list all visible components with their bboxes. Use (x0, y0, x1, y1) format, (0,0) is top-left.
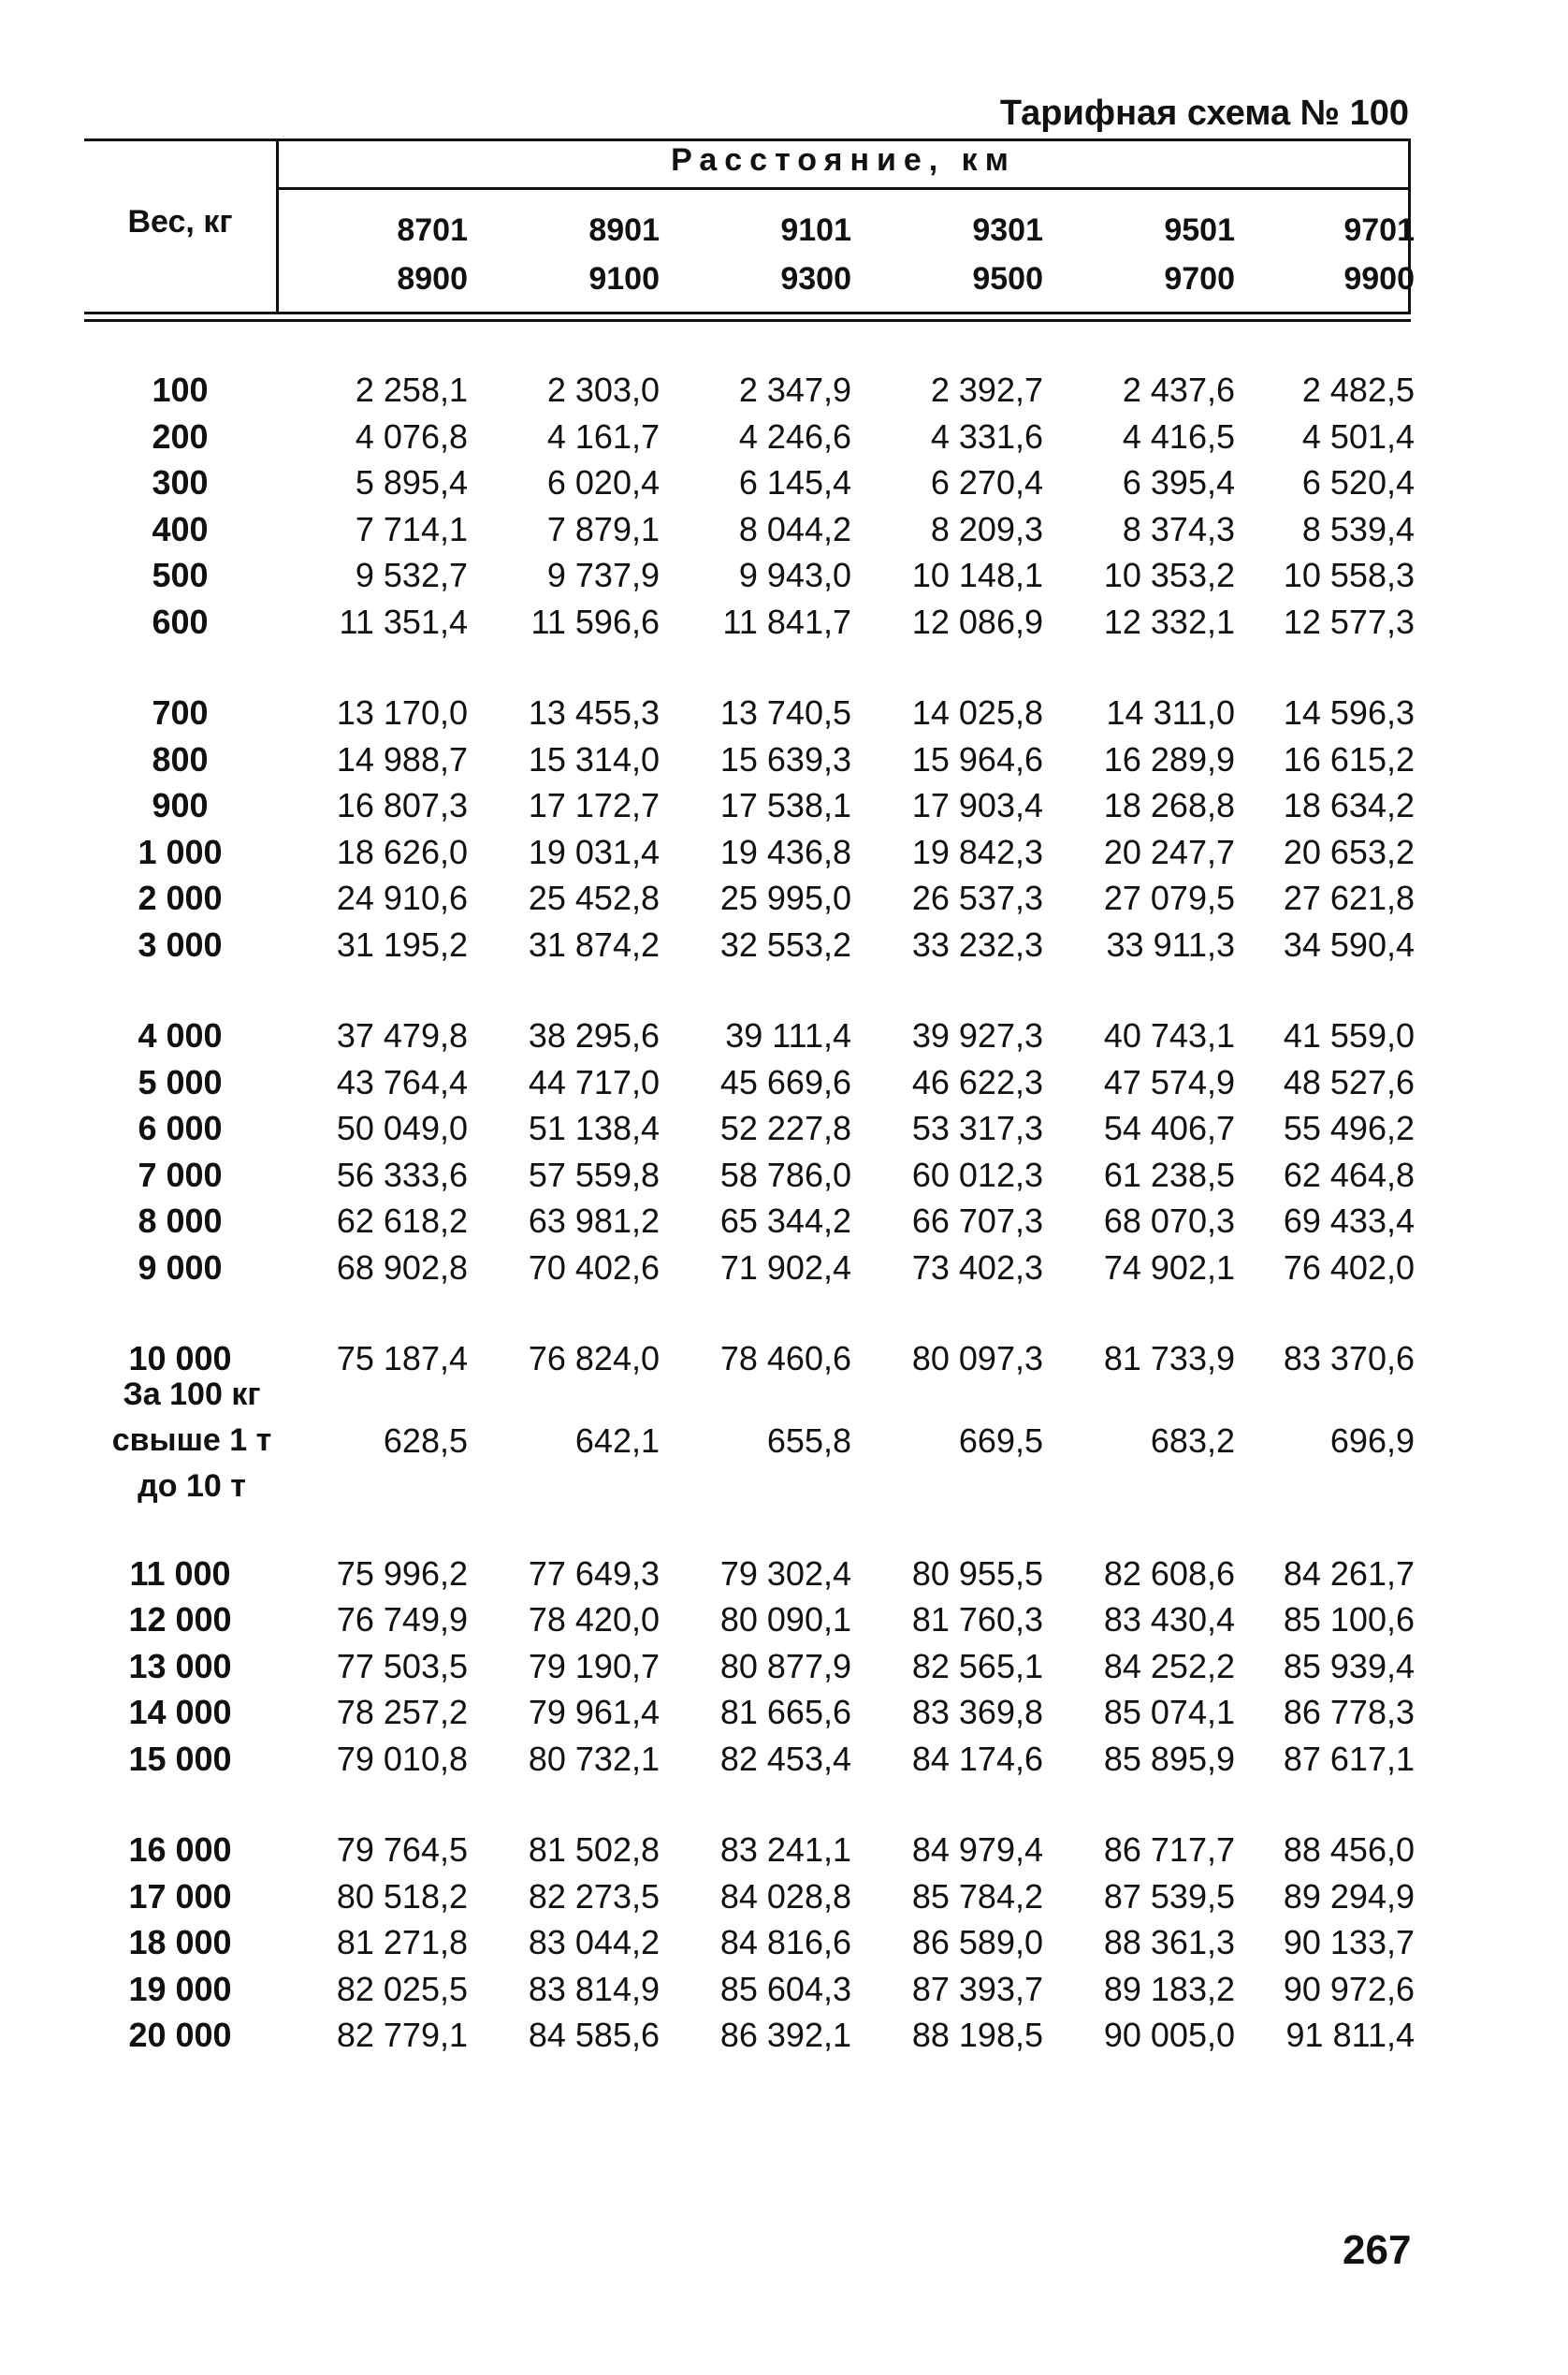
rate-cell: 79 961,4 (528, 1693, 660, 1731)
rate-cell: 82 608,6 (1103, 1553, 1235, 1593)
rate-cell: 19 031,4 (528, 832, 660, 871)
distance-header: Расстояние, км (671, 142, 1016, 178)
table-row (84, 1689, 1413, 1735)
weight-cell: 1 000 (138, 832, 223, 871)
rate-cell: 83 369,8 (911, 1693, 1043, 1731)
rate-cell: 90 005,0 (1103, 2016, 1235, 2054)
rate-cell: 89 294,9 (1283, 1876, 1415, 1916)
rate-cell: 65 344,2 (719, 1202, 851, 1240)
rate-cell: 6 020,4 (546, 463, 660, 502)
rate-cell: 20 653,2 (1283, 832, 1415, 871)
rate-cell: 82 273,5 (528, 1876, 660, 1916)
rate-cell: 6 145,4 (738, 463, 851, 502)
rate-cell: 15 964,6 (911, 739, 1043, 779)
rate-cell: 12 577,3 (1283, 602, 1415, 641)
weight-cell: 8 000 (138, 1202, 223, 1240)
rate-cell: 53 317,3 (911, 1109, 1043, 1147)
rate-cell: 13 455,3 (528, 693, 660, 732)
rate-cell: 11 351,4 (339, 602, 468, 641)
rate-cell: 33 911,3 (1106, 925, 1235, 964)
range-from: 9701 (1343, 212, 1415, 248)
rate-cell: 48 527,6 (1283, 1062, 1415, 1101)
range-to: 8900 (397, 261, 468, 297)
rate-cell: 8 539,4 (1301, 509, 1415, 548)
rate-cell: 37 479,8 (336, 1016, 468, 1055)
table-row (84, 736, 1413, 782)
rate-cell: 87 539,5 (1103, 1876, 1235, 1916)
table-row (84, 690, 1413, 736)
rate-cell: 18 626,0 (336, 832, 468, 871)
rate-cell: 60 012,3 (911, 1155, 1043, 1194)
table-row (84, 1152, 1413, 1198)
weight-cell: 14 000 (128, 1693, 232, 1731)
rate-cell: 90 133,7 (1283, 1923, 1415, 1961)
rate-cell: 78 257,2 (336, 1693, 468, 1731)
rate-cell: 63 981,2 (528, 1202, 660, 1240)
rate-cell: 79 764,5 (336, 1830, 468, 1869)
rate-cell: 86 589,0 (911, 1923, 1043, 1961)
rate-cell: 79 190,7 (528, 1646, 660, 1685)
rate-cell: 80 090,1 (719, 1600, 851, 1639)
weight-cell: 600 (152, 602, 209, 641)
weight-cell: 4 000 (138, 1016, 223, 1055)
range-to: 9100 (588, 261, 660, 297)
rate-cell: 7 879,1 (546, 509, 660, 548)
range-header (1227, 206, 1415, 303)
weight-cell: 3 000 (138, 925, 223, 964)
weight-cell: 13 000 (128, 1646, 232, 1685)
weight-cell: 11 000 (129, 1553, 231, 1593)
rate-cell: 39 927,3 (911, 1016, 1043, 1055)
range-from: 8901 (588, 212, 660, 248)
weight-cell: 10 000 (128, 1339, 232, 1377)
rate-cell: 81 665,6 (719, 1693, 851, 1731)
rate-cell: 85 604,3 (719, 1969, 851, 2008)
rate-cell: 84 028,8 (719, 1876, 851, 1916)
rate-cell: 80 732,1 (528, 1739, 660, 1778)
rate-cell: 24 910,6 (336, 879, 468, 917)
rate-cell: 33 232,3 (911, 925, 1043, 964)
table-row (84, 552, 1413, 598)
rate-cell: 82 453,4 (719, 1739, 851, 1778)
rate-cell: 85 074,1 (1103, 1693, 1235, 1731)
rate-cell: 80 097,3 (911, 1339, 1043, 1377)
rate-cell: 81 502,8 (528, 1830, 660, 1869)
rate-cell: 82 779,1 (336, 2016, 468, 2054)
rate-cell: 6 395,4 (1122, 463, 1235, 502)
rate-cell: 19 436,8 (719, 832, 851, 871)
table-header (84, 138, 1415, 319)
rate-cell: 17 172,7 (528, 786, 660, 824)
distance-rule (276, 187, 1411, 190)
extra-rate-label: За 100 кг (123, 1377, 261, 1412)
rate-cell: 87 617,1 (1283, 1739, 1415, 1778)
rate-cell: 6 270,4 (930, 463, 1043, 502)
rate-cell: 88 456,0 (1283, 1830, 1415, 1869)
rate-cell: 31 195,2 (336, 925, 468, 964)
extra-rate-label: свыше 1 т (111, 1422, 272, 1458)
rate-cell: 2 437,6 (1122, 371, 1235, 409)
weight-header: Вес, кг (127, 204, 233, 240)
header-top-rule (84, 138, 1411, 141)
rate-cell: 68 070,3 (1103, 1202, 1235, 1240)
extra-rate-row (84, 1372, 1413, 1512)
rate-cell: 75 187,4 (336, 1339, 468, 1377)
rate-cell: 18 268,8 (1103, 786, 1235, 824)
rate-cell: 57 559,8 (528, 1155, 660, 1194)
table-row (84, 459, 1413, 505)
rate-cell: 14 311,0 (1106, 693, 1235, 732)
rate-cell: 27 621,8 (1283, 879, 1415, 917)
range-to: 9300 (780, 261, 851, 297)
range-header (472, 206, 660, 303)
rate-cell: 91 811,4 (1285, 2016, 1415, 2054)
rate-cell: 90 972,6 (1283, 1969, 1415, 2008)
rate-cell: 4 161,7 (546, 416, 660, 456)
rate-cell: 43 764,4 (336, 1062, 468, 1101)
rate-cell: 78 460,6 (719, 1339, 851, 1377)
table-row (84, 1105, 1413, 1151)
rate-cell: 81 733,9 (1103, 1339, 1235, 1377)
rate-cell: 66 707,3 (911, 1202, 1043, 1240)
rate-cell: 88 361,3 (1103, 1923, 1235, 1961)
weight-cell: 300 (152, 463, 209, 502)
rate-cell: 26 537,3 (911, 879, 1043, 917)
rate-cell: 17 903,4 (911, 786, 1043, 824)
header-bottom-double-rule (84, 319, 1411, 322)
rate-cell: 76 749,9 (336, 1600, 468, 1639)
weight-cell: 7 000 (138, 1155, 223, 1194)
rate-cell: 16 615,2 (1283, 739, 1415, 779)
rate-cell: 14 025,8 (911, 693, 1043, 732)
rate-cell: 9 943,0 (738, 556, 851, 594)
table-row (84, 922, 1413, 968)
table-row (84, 829, 1413, 875)
weight-cell: 15 000 (128, 1739, 232, 1778)
rate-cell: 4 331,6 (930, 416, 1043, 456)
weight-cell: 18 000 (128, 1923, 232, 1961)
rate-cell: 88 198,5 (911, 2016, 1043, 2054)
rate-cell: 55 496,2 (1283, 1109, 1415, 1147)
extra-rate-cell: 696,9 (1329, 1421, 1415, 1460)
rate-cell: 84 252,2 (1103, 1646, 1235, 1685)
table-row (84, 506, 1413, 552)
rate-cell: 58 786,0 (719, 1155, 851, 1194)
rate-cell: 82 025,5 (336, 1969, 468, 2008)
rate-cell: 4 076,8 (355, 416, 468, 456)
rate-cell: 86 392,1 (719, 2016, 851, 2054)
rate-cell: 84 261,7 (1283, 1553, 1415, 1593)
rate-cell: 73 402,3 (911, 1247, 1043, 1287)
weight-cell: 17 000 (128, 1876, 232, 1916)
rate-cell: 85 895,9 (1103, 1739, 1235, 1778)
rate-cell: 84 585,6 (528, 2016, 660, 2054)
extra-rate-cell: 669,5 (958, 1421, 1043, 1460)
rate-cell: 85 784,2 (911, 1876, 1043, 1916)
rate-cell: 52 227,8 (719, 1109, 851, 1147)
scheme-title: Тарифная схема № 100 (999, 94, 1409, 133)
range-to: 9500 (972, 261, 1043, 297)
rate-cell: 34 590,4 (1283, 925, 1415, 964)
rate-cell: 6 520,4 (1301, 463, 1415, 502)
rate-cell: 85 100,6 (1283, 1600, 1415, 1639)
rate-cell: 62 618,2 (336, 1202, 468, 1240)
weight-cell: 20 000 (128, 2016, 232, 2054)
rate-cell: 20 247,7 (1103, 832, 1235, 871)
table-row (84, 1919, 1413, 1965)
rate-cell: 80 955,5 (911, 1553, 1043, 1593)
rate-cell: 11 841,7 (722, 602, 851, 641)
rate-cell: 19 842,3 (911, 832, 1043, 871)
weight-cell: 6 000 (138, 1109, 223, 1147)
rate-cell: 8 374,3 (1122, 509, 1235, 548)
rate-cell: 16 289,9 (1103, 739, 1235, 779)
range-from: 9501 (1164, 212, 1235, 248)
rate-cell: 44 717,0 (528, 1062, 660, 1101)
rate-cell: 10 558,3 (1283, 556, 1415, 594)
rate-cell: 84 816,6 (719, 1923, 851, 1961)
rate-cell: 13 740,5 (719, 693, 851, 732)
rate-cell: 56 333,6 (336, 1155, 468, 1194)
range-from: 8701 (397, 212, 468, 248)
rate-cell: 5 895,4 (355, 463, 468, 502)
rate-cell: 51 138,4 (528, 1109, 660, 1147)
extra-rate-cell: 628,5 (383, 1421, 468, 1460)
rate-cell: 4 416,5 (1122, 416, 1235, 456)
rate-cell: 76 402,0 (1283, 1247, 1415, 1287)
table-row (84, 875, 1413, 921)
extra-rate-cell: 642,1 (574, 1421, 660, 1460)
rate-cell: 41 559,0 (1283, 1016, 1415, 1055)
rate-cell: 17 538,1 (719, 786, 851, 824)
table-row (84, 782, 1413, 828)
rate-cell: 8 209,3 (930, 509, 1043, 548)
rate-cell: 80 518,2 (336, 1876, 468, 1916)
rate-cell: 83 430,4 (1103, 1600, 1235, 1639)
rate-cell: 16 807,3 (336, 786, 468, 824)
rate-cell: 11 596,6 (530, 602, 660, 641)
range-header (856, 206, 1043, 303)
weight-cell: 12 000 (128, 1600, 232, 1639)
table-row (84, 1245, 1413, 1290)
table-row (84, 1873, 1413, 1919)
range-from: 9301 (972, 212, 1043, 248)
range-from: 9101 (780, 212, 851, 248)
rate-cell: 4 501,4 (1301, 416, 1415, 456)
rate-cell: 14 988,7 (336, 739, 468, 779)
rate-cell: 32 553,2 (719, 925, 851, 964)
table-row (84, 1966, 1413, 2012)
rate-cell: 9 532,7 (355, 556, 468, 594)
range-header (664, 206, 851, 303)
table-row (84, 1551, 1413, 1596)
rate-cell: 50 049,0 (336, 1109, 468, 1147)
rate-cell: 2 482,5 (1301, 371, 1415, 409)
rate-cell: 80 877,9 (719, 1646, 851, 1685)
extra-rate-cell: 655,8 (766, 1421, 851, 1460)
rate-cell: 8 044,2 (738, 509, 851, 548)
weight-cell: 400 (152, 509, 209, 548)
rate-cell: 15 639,3 (719, 739, 851, 779)
rate-cell: 76 824,0 (528, 1339, 660, 1377)
rate-cell: 38 295,6 (528, 1016, 660, 1055)
rate-cell: 69 433,4 (1283, 1202, 1415, 1240)
rate-cell: 61 238,5 (1103, 1155, 1235, 1194)
rate-cell: 82 565,1 (911, 1646, 1043, 1685)
rate-cell: 2 258,1 (355, 371, 468, 409)
rate-cell: 25 452,8 (528, 879, 660, 917)
rate-cell: 27 079,5 (1103, 879, 1235, 917)
rate-cell: 74 902,1 (1103, 1247, 1235, 1287)
range-to: 9700 (1164, 261, 1235, 297)
rate-cell: 10 148,1 (911, 556, 1043, 594)
rate-cell: 71 902,4 (719, 1247, 851, 1287)
rate-cell: 87 393,7 (911, 1969, 1043, 2008)
rate-cell: 83 370,6 (1283, 1339, 1415, 1377)
weight-cell: 9 000 (138, 1247, 223, 1287)
rate-cell: 9 737,9 (546, 556, 660, 594)
range-header (281, 206, 468, 303)
rate-cell: 31 874,2 (528, 925, 660, 964)
rate-cell: 47 574,9 (1103, 1062, 1235, 1101)
table-row (84, 367, 1413, 413)
rate-cell: 54 406,7 (1103, 1109, 1235, 1147)
rate-cell: 77 649,3 (528, 1553, 660, 1593)
weight-cell: 200 (152, 416, 209, 456)
weight-cell: 5 000 (138, 1062, 223, 1101)
table-row (84, 1059, 1413, 1105)
rate-cell: 68 902,8 (336, 1247, 468, 1287)
table-row (84, 414, 1413, 459)
rate-cell: 12 086,9 (911, 602, 1043, 641)
weight-cell: 700 (152, 693, 209, 732)
rate-cell: 77 503,5 (336, 1646, 468, 1685)
rate-cell: 7 714,1 (355, 509, 468, 548)
rate-cell: 86 778,3 (1283, 1693, 1415, 1731)
rate-cell: 85 939,4 (1283, 1646, 1415, 1685)
rate-cell: 45 669,6 (719, 1062, 851, 1101)
rate-cell: 83 044,2 (528, 1923, 660, 1961)
table-row (84, 1827, 1413, 1872)
header-bottom-rule (84, 312, 1411, 314)
range-header (1048, 206, 1235, 303)
rate-cell: 83 814,9 (528, 1969, 660, 2008)
rate-cell: 10 353,2 (1103, 556, 1235, 594)
page-number: 267 (1343, 2227, 1412, 2273)
rate-cell: 12 332,1 (1103, 602, 1235, 641)
rate-cell: 18 634,2 (1283, 786, 1415, 824)
rate-cell: 70 402,6 (528, 1247, 660, 1287)
rate-cell: 75 996,2 (336, 1553, 468, 1593)
rate-cell: 2 347,9 (738, 371, 851, 409)
rate-cell: 4 246,6 (738, 416, 851, 456)
rate-cell: 89 183,2 (1103, 1969, 1235, 2008)
table-row (84, 2012, 1413, 2058)
rate-cell: 40 743,1 (1103, 1016, 1235, 1055)
extra-rate-cell: 683,2 (1150, 1421, 1235, 1460)
rate-cell: 46 622,3 (911, 1062, 1043, 1101)
table-row (84, 1736, 1413, 1782)
rate-cell: 86 717,7 (1103, 1830, 1235, 1869)
rate-cell: 13 170,0 (336, 693, 468, 732)
rate-cell: 2 303,0 (546, 371, 660, 409)
weight-cell: 900 (152, 786, 209, 824)
weight-cell: 16 000 (128, 1830, 232, 1869)
weight-cell: 2 000 (138, 879, 223, 917)
table-row (84, 1643, 1413, 1689)
rate-cell: 14 596,3 (1283, 693, 1415, 732)
rate-cell: 84 979,4 (911, 1830, 1043, 1869)
table-row (84, 1013, 1413, 1058)
rate-cell: 81 271,8 (336, 1923, 468, 1961)
rate-cell: 39 111,4 (725, 1016, 851, 1055)
rate-cell: 25 995,0 (719, 879, 851, 917)
rate-cell: 81 760,3 (911, 1600, 1043, 1639)
weight-cell: 19 000 (128, 1969, 232, 2008)
table-row (84, 599, 1413, 645)
rate-cell: 79 010,8 (336, 1739, 468, 1778)
weight-cell: 800 (152, 739, 209, 779)
weight-cell: 100 (152, 371, 209, 409)
rate-cell: 84 174,6 (911, 1739, 1043, 1778)
rate-cell: 79 302,4 (719, 1553, 851, 1593)
table-row (84, 1198, 1413, 1244)
rate-cell: 15 314,0 (528, 739, 660, 779)
rate-cell: 62 464,8 (1283, 1155, 1415, 1194)
weight-cell: 500 (152, 556, 209, 594)
rate-cell: 78 420,0 (528, 1600, 660, 1639)
rate-cell: 83 241,1 (719, 1830, 851, 1869)
range-to: 9900 (1343, 261, 1415, 297)
extra-rate-label: до 10 т (138, 1468, 246, 1504)
rate-cell: 2 392,7 (930, 371, 1043, 409)
table-row (84, 1596, 1413, 1642)
